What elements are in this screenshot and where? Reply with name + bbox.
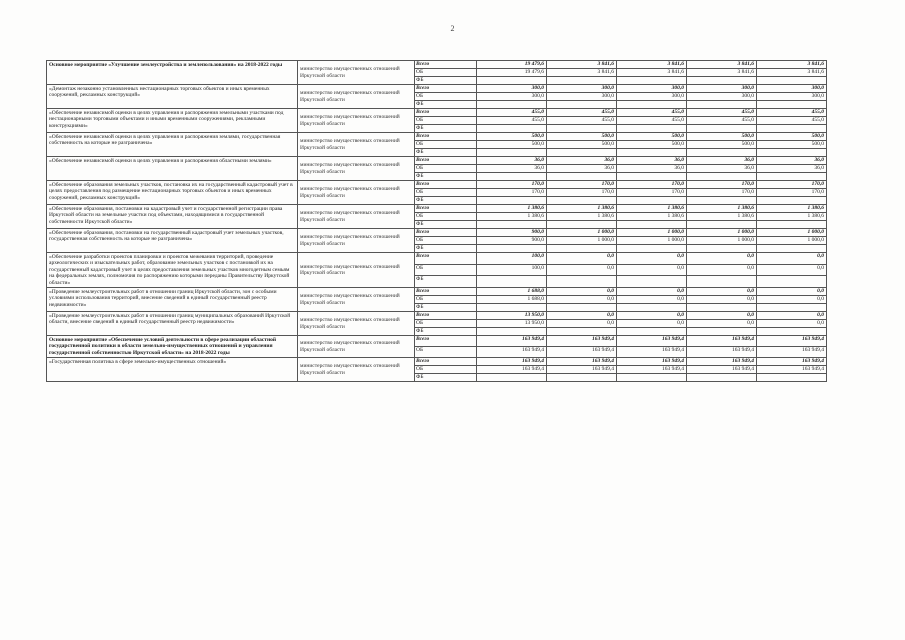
funding-source: Всего [415,181,477,189]
funding-value: 36,0 [477,157,547,165]
funding-row [47,336,827,347]
funding-source: Всего [415,85,477,93]
funding-source: ОБ [415,93,477,101]
funding-value: 3 841,6 [687,69,757,77]
funding-value: 1 380,6 [547,205,617,213]
funding-value: 500,0 [687,133,757,141]
funding-value: 1 000,0 [757,229,827,237]
funding-source: ОБ [415,366,477,374]
funding-value: 500,0 [757,133,827,141]
funding-value: 36,0 [757,165,827,173]
funding-value [547,101,617,109]
funding-value: 163 949,4 [687,336,757,347]
activity-name: «Государственная политика в сфере земельно-имущественных отношений» [47,358,298,382]
funding-value: 163 949,4 [757,366,827,374]
activity-name: «Обеспечение независимой оценки в целях управления и распоряжения областными землями» [47,157,298,181]
table-body [47,61,827,382]
activity-name: «Проведение землеустроительных работ в отношении границ муниципальных образований Иркутской области, внесение сведений в единый государственный реестр недвижимости» [47,312,298,336]
funding-value: 170,0 [617,181,687,189]
funding-source: ФБ [415,173,477,181]
responsible-executor: министерство имущественных отношений Иркутской области [298,181,415,205]
funding-source: ОБ [415,347,477,358]
funding-value: 36,0 [477,165,547,173]
funding-value: 163 949,4 [757,347,827,358]
funding-value [477,245,547,253]
funding-source: ОБ [415,264,477,276]
funding-value: 0,0 [617,288,687,296]
funding-value: 170,0 [547,189,617,197]
funding-value [617,101,687,109]
funding-value [687,101,757,109]
activity-name: «Обеспечение образования земельных участков, постановка их на государственный кадастровый учет в целях предоставления под размещение нестационарных торговых объектов и иных временных сооружений, рекламных конструкций» [47,181,298,205]
funding-value: 500,0 [617,141,687,149]
funding-value: 0,0 [687,264,757,276]
funding-value [547,374,617,382]
funding-value [477,149,547,157]
funding-value [547,276,617,288]
funding-source: ФБ [415,149,477,157]
funding-value: 163 949,4 [477,358,547,366]
activity-name: «Обеспечение независимой оценки в целях управления и распоряжения землями, государственная собственность на которые не разграничена» [47,133,298,157]
funding-value: 1 380,6 [477,205,547,213]
funding-value: 163 949,4 [687,347,757,358]
funding-value: 170,0 [477,189,547,197]
funding-value: 300,0 [477,93,547,101]
funding-value [477,221,547,229]
funding-value [547,149,617,157]
funding-value: 1 380,6 [547,213,617,221]
funding-value [477,328,547,336]
responsible-executor: министерство имущественных отношений Иркутской области [298,358,415,382]
funding-source: Всего [415,205,477,213]
funding-value: 455,0 [757,117,827,125]
responsible-executor: министерство имущественных отношений Иркутской области [298,253,415,288]
funding-value: 455,0 [687,109,757,117]
activity-name: Основное мероприятие «Улучшение землеустройства и землепользования» на 2018-2022 годы [47,61,298,85]
page-number: 2 [450,24,455,33]
funding-source: Всего [415,157,477,165]
funding-value: 0,0 [757,264,827,276]
funding-value [757,77,827,85]
activity-name: «Демонтаж незаконно установленных нестационарных торговых объектов и иных временных сооружений, рекламных конструкций» [47,85,298,109]
funding-value: 163 949,4 [687,366,757,374]
funding-value [617,197,687,205]
funding-value: 163 949,4 [477,336,547,347]
funding-source: ФБ [415,304,477,312]
funding-value: 0,0 [617,253,687,265]
funding-value: 163 949,4 [757,358,827,366]
funding-value: 0,0 [617,296,687,304]
funding-value [477,125,547,133]
funding-value: 170,0 [757,189,827,197]
funding-value: 0,0 [757,296,827,304]
funding-value: 0,0 [687,320,757,328]
funding-source: ОБ [415,141,477,149]
funding-value [687,304,757,312]
funding-value: 1 688,0 [477,288,547,296]
funding-value: 1 000,0 [547,237,617,245]
responsible-executor: министерство имущественных отношений Иркутской области [298,312,415,336]
funding-value: 100,0 [477,253,547,265]
funding-source: Всего [415,358,477,366]
funding-row [47,253,827,265]
funding-value [617,173,687,181]
funding-value: 3 841,6 [617,69,687,77]
funding-value: 455,0 [477,109,547,117]
funding-value: 0,0 [687,253,757,265]
funding-source: Всего [415,133,477,141]
funding-value: 0,0 [617,264,687,276]
funding-source: ФБ [415,374,477,382]
activity-name: «Проведение землеустроительных работ в отношении границ Иркутской области, зон с особыми условиями использования территорий, внесение сведений в единый государственный реестр недвижимости» [47,288,298,312]
funding-row [47,358,827,366]
responsible-executor: министерство имущественных отношений Иркутской области [298,288,415,312]
funding-value: 3 841,6 [757,61,827,69]
funding-value [757,149,827,157]
funding-source: Всего [415,253,477,265]
funding-value: 0,0 [547,296,617,304]
funding-table [46,60,827,382]
funding-value [687,221,757,229]
funding-value: 163 949,4 [547,336,617,347]
funding-source: Всего [415,336,477,347]
funding-value [617,221,687,229]
funding-value [687,197,757,205]
funding-value: 300,0 [617,93,687,101]
funding-value: 300,0 [477,85,547,93]
funding-source: ОБ [415,296,477,304]
funding-source: ФБ [415,328,477,336]
funding-value [547,77,617,85]
funding-row [47,229,827,237]
funding-value: 1 380,6 [757,205,827,213]
funding-value: 0,0 [687,312,757,320]
funding-row [47,157,827,165]
funding-value [687,374,757,382]
funding-value: 36,0 [547,157,617,165]
funding-source: ОБ [415,189,477,197]
funding-value: 500,0 [477,141,547,149]
funding-value [617,125,687,133]
funding-value: 0,0 [547,320,617,328]
funding-value: 170,0 [757,181,827,189]
funding-value [617,276,687,288]
funding-value: 455,0 [687,117,757,125]
funding-value [757,221,827,229]
funding-value: 163 949,4 [547,358,617,366]
funding-value: 163 949,4 [617,358,687,366]
funding-value: 36,0 [617,157,687,165]
funding-source: Всего [415,61,477,69]
funding-value: 1 380,6 [757,213,827,221]
funding-source: Всего [415,312,477,320]
funding-value: 0,0 [757,253,827,265]
responsible-executor: министерство имущественных отношений Иркутской области [298,157,415,181]
funding-value: 1 000,0 [617,229,687,237]
funding-value: 900,0 [477,237,547,245]
funding-value: 163 949,4 [477,347,547,358]
funding-value [617,149,687,157]
funding-source: ФБ [415,77,477,85]
funding-value: 500,0 [687,141,757,149]
funding-value: 0,0 [547,288,617,296]
funding-value: 455,0 [617,109,687,117]
funding-value: 3 841,6 [617,61,687,69]
funding-value: 163 949,4 [477,366,547,374]
funding-value: 300,0 [757,93,827,101]
funding-value [757,101,827,109]
funding-value: 300,0 [687,85,757,93]
funding-value: 3 841,6 [547,69,617,77]
funding-value: 300,0 [617,85,687,93]
funding-value [477,197,547,205]
funding-value: 455,0 [547,109,617,117]
funding-value [477,374,547,382]
funding-value: 163 949,4 [757,336,827,347]
funding-value: 455,0 [547,117,617,125]
funding-value: 1 380,6 [687,205,757,213]
responsible-executor: министерство имущественных отношений Иркутской области [298,133,415,157]
funding-row [47,288,827,296]
funding-value: 163 949,4 [617,336,687,347]
funding-row [47,85,827,93]
funding-value [547,245,617,253]
funding-value [757,276,827,288]
funding-value [757,304,827,312]
funding-value: 0,0 [547,253,617,265]
funding-value: 163 949,4 [617,366,687,374]
funding-value: 13 950,0 [477,320,547,328]
funding-value: 1 000,0 [617,237,687,245]
funding-source: ФБ [415,245,477,253]
funding-value [757,125,827,133]
funding-value [687,77,757,85]
funding-value: 1 380,6 [617,205,687,213]
funding-row [47,312,827,320]
funding-value: 500,0 [757,141,827,149]
funding-value [757,245,827,253]
funding-value: 13 950,0 [477,312,547,320]
funding-value [547,125,617,133]
funding-row [47,133,827,141]
responsible-executor: министерство имущественных отношений Иркутской области [298,109,415,133]
responsible-executor: министерство имущественных отношений Иркутской области [298,85,415,109]
funding-value [617,328,687,336]
funding-value: 163 949,4 [617,347,687,358]
funding-value: 170,0 [477,181,547,189]
funding-value [617,374,687,382]
funding-value: 1 000,0 [547,229,617,237]
funding-value [547,328,617,336]
funding-value: 0,0 [757,312,827,320]
funding-value [617,245,687,253]
funding-source: Всего [415,229,477,237]
funding-value: 0,0 [617,312,687,320]
funding-value: 0,0 [687,288,757,296]
funding-source: ОБ [415,69,477,77]
funding-source: Всего [415,288,477,296]
funding-value: 1 000,0 [687,229,757,237]
funding-value: 1 380,6 [687,213,757,221]
funding-source: ФБ [415,276,477,288]
funding-value: 455,0 [477,117,547,125]
funding-value: 3 841,6 [547,61,617,69]
funding-value: 900,0 [477,229,547,237]
funding-value: 500,0 [547,133,617,141]
funding-source: ФБ [415,125,477,133]
funding-value: 1 000,0 [757,237,827,245]
funding-value [687,245,757,253]
activity-name: «Обеспечение разработки проектов планировки и проектов межевания территорий, проведение археологических и изыскательных работ, образование земельных участков с постановкой их на государственный кадастровый учет в целях предоставления земельных участков многодетным семьям на федеральных землях, полномочия по распоряжению которыми переданы Правительству Иркутской области» [47,253,298,288]
funding-value: 163 949,4 [547,366,617,374]
funding-source: ОБ [415,320,477,328]
funding-value: 170,0 [687,189,757,197]
funding-value: 36,0 [617,165,687,173]
funding-value [477,77,547,85]
funding-value: 36,0 [757,157,827,165]
funding-value: 500,0 [477,133,547,141]
funding-value: 36,0 [687,165,757,173]
activity-name: «Обеспечение образования, постановки на государственный кадастровый учет земельных участков, государственная собственность на которые не разграничена» [47,229,298,253]
funding-value [547,221,617,229]
funding-value: 500,0 [547,141,617,149]
funding-value: 0,0 [617,320,687,328]
funding-source: ФБ [415,221,477,229]
funding-source: ФБ [415,197,477,205]
funding-value [687,125,757,133]
funding-value: 0,0 [757,320,827,328]
funding-value: 1 688,0 [477,296,547,304]
funding-value: 100,0 [477,264,547,276]
funding-row [47,181,827,189]
funding-value: 1 380,6 [617,213,687,221]
funding-row [47,61,827,69]
funding-value [617,77,687,85]
funding-value: 163 949,4 [687,358,757,366]
funding-value: 1 000,0 [687,237,757,245]
responsible-executor: министерство имущественных отношений Иркутской области [298,336,415,358]
funding-value [547,173,617,181]
funding-value: 19 479,6 [477,61,547,69]
funding-value [687,276,757,288]
funding-value [757,328,827,336]
funding-row [47,109,827,117]
funding-value: 36,0 [687,157,757,165]
funding-value: 163 949,4 [547,347,617,358]
funding-value: 300,0 [687,93,757,101]
activity-name: «Обеспечение образования, постановки на кадастровый учет и государственной регистрации права Иркутской области на земельные участки под объектами, находящимися в государственной собственности Иркутской области» [47,205,298,229]
funding-value [757,374,827,382]
funding-value: 500,0 [617,133,687,141]
funding-value: 300,0 [547,93,617,101]
funding-value: 0,0 [687,296,757,304]
funding-value: 0,0 [757,288,827,296]
funding-value: 3 841,6 [757,69,827,77]
funding-source: ОБ [415,213,477,221]
funding-value [477,101,547,109]
funding-value [547,304,617,312]
funding-value [757,173,827,181]
funding-value: 170,0 [547,181,617,189]
activity-name: «Обеспечение независимой оценки в целях управления и распоряжения земельными участками под нестационарными торговыми объектами и иными временными сооружениями, рекламными конструкциями» [47,109,298,133]
funding-value: 0,0 [547,312,617,320]
responsible-executor: министерство имущественных отношений Иркутской области [298,205,415,229]
funding-value [687,149,757,157]
activity-name: Основное мероприятие «Обеспечение условий деятельности в сфере реализации областной государственной политики в области земельно-имущественных отношений и управления государственной собственностью Иркутской области» на 2018-2022 годы [47,336,298,358]
funding-value: 0,0 [547,264,617,276]
funding-source: Всего [415,109,477,117]
funding-value [757,197,827,205]
funding-value [687,328,757,336]
funding-value: 300,0 [547,85,617,93]
funding-value: 455,0 [757,109,827,117]
funding-value [477,304,547,312]
responsible-executor: министерство имущественных отношений Иркутской области [298,61,415,85]
funding-value: 1 380,6 [477,213,547,221]
funding-value: 170,0 [617,189,687,197]
funding-value [547,197,617,205]
funding-source: ОБ [415,237,477,245]
funding-value: 19 479,6 [477,69,547,77]
funding-value: 36,0 [547,165,617,173]
funding-value [477,276,547,288]
funding-value: 170,0 [687,181,757,189]
funding-value: 3 841,6 [687,61,757,69]
funding-row [47,205,827,213]
funding-value: 300,0 [757,85,827,93]
responsible-executor: министерство имущественных отношений Иркутской области [298,229,415,253]
funding-source: ОБ [415,117,477,125]
funding-value: 455,0 [617,117,687,125]
funding-source: ОБ [415,165,477,173]
funding-source: ФБ [415,101,477,109]
funding-value [477,173,547,181]
funding-value [687,173,757,181]
funding-value [617,304,687,312]
